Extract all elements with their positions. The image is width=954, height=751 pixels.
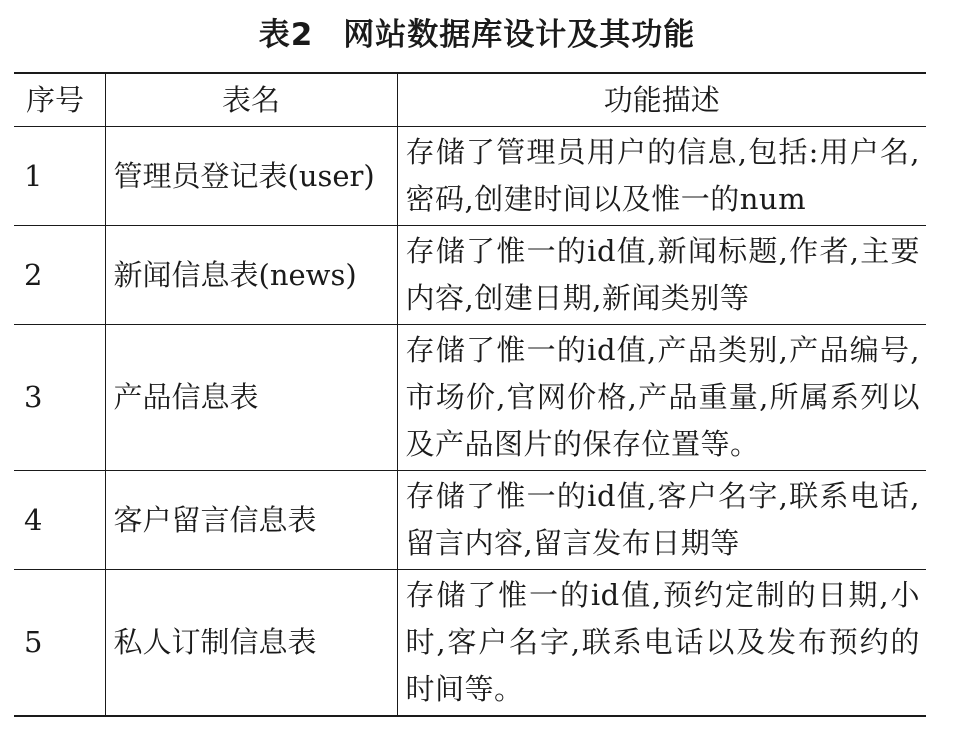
table-row — [14, 570, 926, 717]
database-table — [14, 72, 926, 717]
row-table-name: 管理员登记表(user) — [105, 127, 397, 226]
table-title: 网站数据库设计及其功能 — [343, 17, 696, 53]
row-seq: 1 — [14, 127, 105, 226]
row-description: 存储了惟一的id值,预约定制的日期,小时,客户名字,联系电话以及发布预约的时间等。 — [397, 570, 926, 717]
row-seq: 5 — [14, 570, 105, 717]
header-row — [14, 73, 926, 127]
row-description: 存储了惟一的id值,产品类别,产品编号,市场价,官网价格,产品重量,所属系列以及产品图片的保存位置等。 — [397, 325, 926, 471]
header-desc: 功能描述 — [397, 73, 926, 127]
table-row — [14, 127, 926, 226]
row-seq: 4 — [14, 471, 105, 570]
table-row — [14, 226, 926, 325]
header-name: 表名 — [105, 73, 397, 127]
table-row — [14, 325, 926, 471]
row-table-name: 产品信息表 — [105, 325, 397, 471]
row-description: 存储了惟一的id值,新闻标题,作者,主要内容,创建日期,新闻类别等 — [397, 226, 926, 325]
row-table-name: 新闻信息表(news) — [105, 226, 397, 325]
row-table-name: 客户留言信息表 — [105, 471, 397, 570]
table-caption — [0, 12, 954, 58]
row-seq: 2 — [14, 226, 105, 325]
row-description: 存储了惟一的id值,客户名字,联系电话,留言内容,留言发布日期等 — [397, 471, 926, 570]
row-seq: 3 — [14, 325, 105, 471]
table-number: 表2 — [258, 17, 314, 53]
header-seq: 序号 — [14, 73, 105, 127]
table-row — [14, 471, 926, 570]
row-table-name: 私人订制信息表 — [105, 570, 397, 717]
row-description: 存储了管理员用户的信息,包括:用户名,密码,创建时间以及惟一的num — [397, 127, 926, 226]
